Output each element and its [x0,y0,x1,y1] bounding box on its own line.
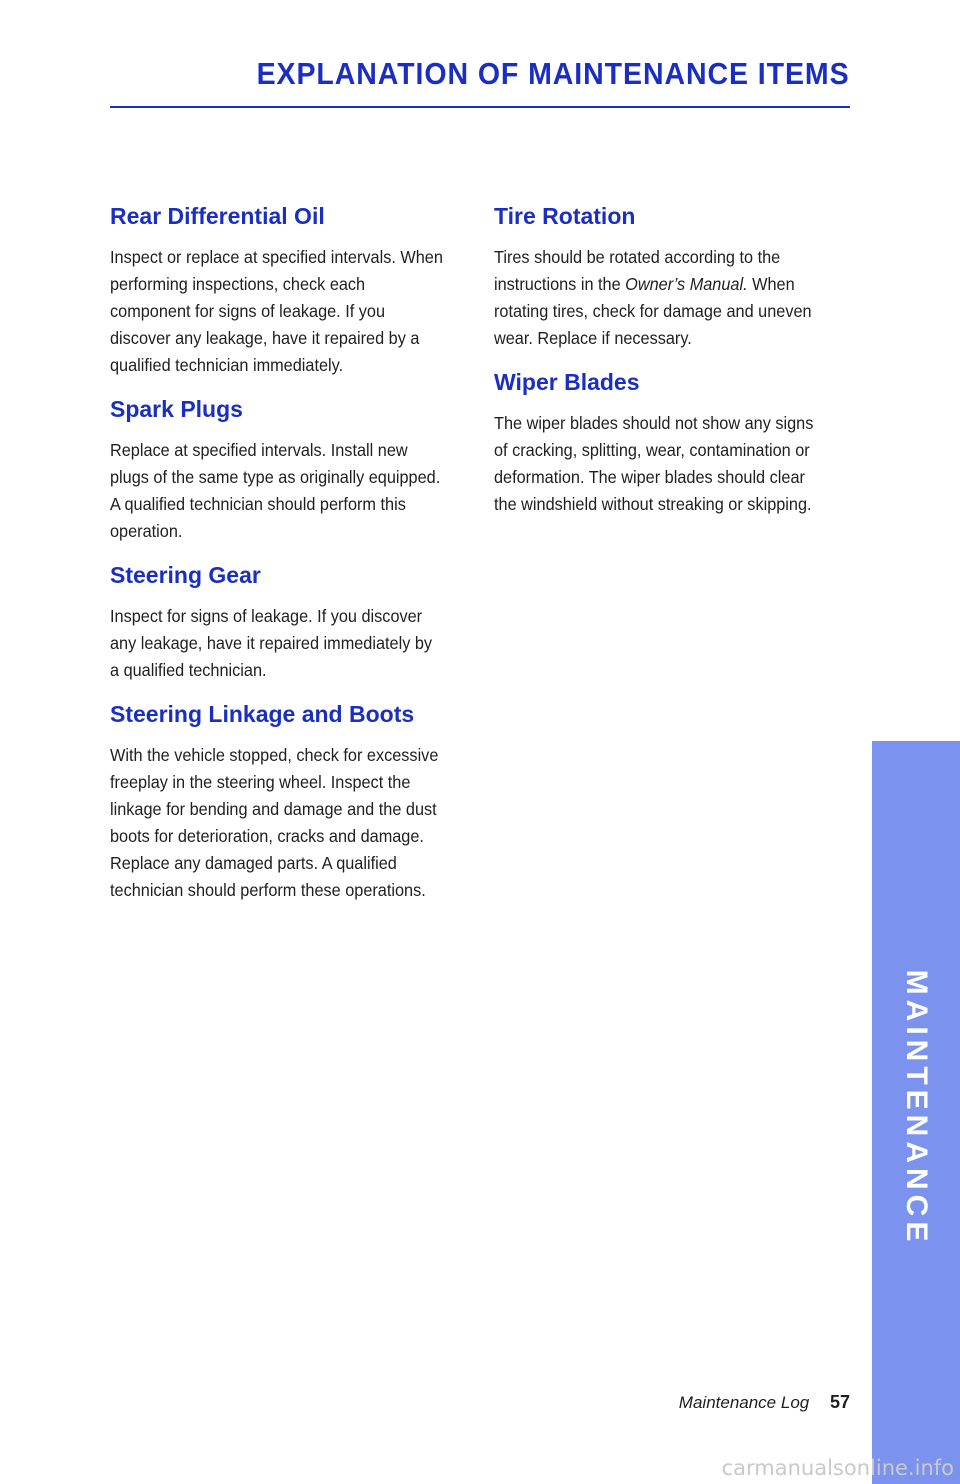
page-footer [679,1392,850,1413]
side-tab-label: MAINTENANCE [900,969,933,1247]
section-body [494,244,829,352]
section-body: The wiper blades should not show any signs of cracking, splitting, wear, contamination or deformation. The wiper blades should clear the windshield without streaking or skipping. [494,413,814,514]
section-heading: Spark Plugs [110,396,243,422]
owners-manual-reference: Owner’s Manual. [625,274,748,294]
page-number: 57 [829,1392,850,1412]
section-body: Replace at specified intervals. Install new plugs of the same type as originally equipped. A qualified technician should perform this operation. [110,440,441,541]
body-text: Tires should be rotated according to the instructions in the [494,247,781,294]
watermark: carmanualsonline.info [721,1456,954,1480]
section-heading: Steering Gear [110,562,261,588]
section-heading: Tire Rotation [494,203,636,229]
title-divider [110,106,850,108]
right-column [494,200,834,532]
page-title: EXPLANATION OF MAINTENANCE ITEMS [257,56,850,91]
section-wiper-blades [494,366,834,518]
body-text: When rotating tires, check for damage and uneven wear. Replace if necessary. [494,274,812,348]
section-tire-rotation [494,200,834,352]
section-heading: Wiper Blades [494,369,640,395]
section-body: With the vehicle stopped, check for excessive freeplay in the steering wheel. Inspect the linkage for bending and damage and the dust boots for deterioration, cracks and damage. Replace any damaged parts. A qualified technician should perform these operations. [110,745,439,900]
section-body: Inspect for signs of leakage. If you discover any leakage, have it repaired immediately by a qualified technician. [110,606,433,680]
section-steering-linkage-and-boots [110,698,450,904]
section-rear-differential-oil [110,200,450,379]
section-body: Inspect or replace at specified intervals. When performing inspections, check each component for signs of leakage. If you discover any leakage, have it repaired by a qualified technician immediately. [110,247,443,375]
footer-label: Maintenance Log [678,1393,810,1412]
section-spark-plugs [110,393,450,545]
left-column [110,200,450,918]
section-heading: Rear Differential Oil [110,203,325,229]
section-steering-gear [110,559,450,684]
section-heading: Steering Linkage and Boots [110,701,415,727]
